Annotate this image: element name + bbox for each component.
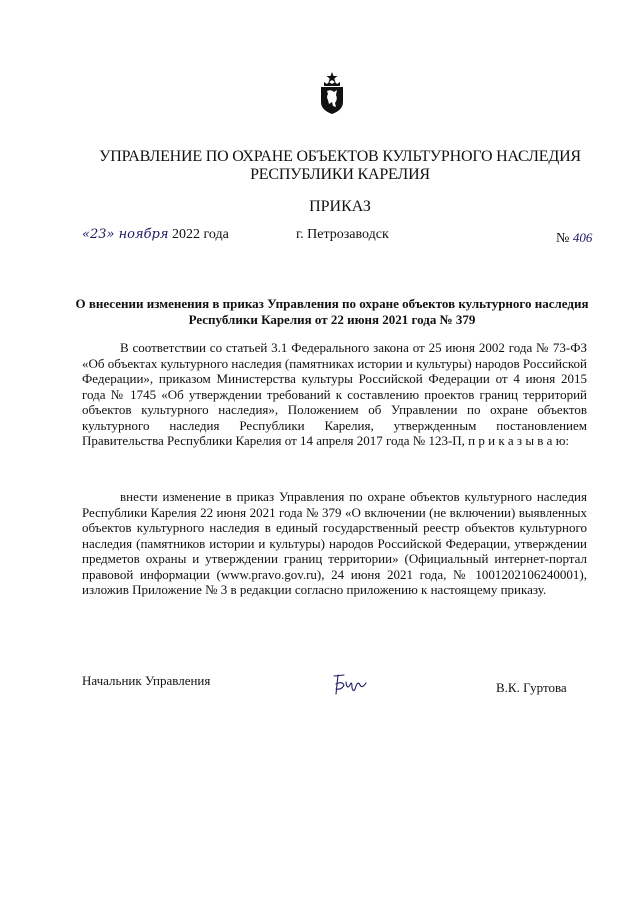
date-year: 2022 года bbox=[171, 227, 229, 242]
handwritten-number: 406 bbox=[572, 230, 593, 245]
organization-name-line2: РЕСПУБЛИКИ КАРЕЛИЯ bbox=[250, 166, 430, 183]
body-paragraph-2: внести изменение в приказ Управления по охране объектов культурного наследия Республики Карелия 22 июня 2021 года № 379 «О включении (не включении) выявленных объектов культурного наследия в единый государственный реестр объектов культурного наследия (памятников истории и культуры) народов Российской Федерации, утверждении предметов охраны и утверждении границ территории» (Официальный интернет-портал правовой информации (www.pravo.gov.ru), 24 июня 2021 года, № 1001202106240001), изложив Приложение № 3 в редакции согласно приложению к настоящему приказу. bbox=[82, 489, 587, 597]
document-number bbox=[556, 230, 592, 247]
document-type: ПРИКАЗ bbox=[309, 198, 371, 215]
karelia-coat-of-arms-icon bbox=[318, 72, 346, 114]
signatory-name: В.К. Гуртова bbox=[496, 680, 567, 695]
handwritten-date: «23» ноября bbox=[82, 227, 169, 242]
signatory-position: Начальник Управления bbox=[82, 673, 211, 688]
document-title: О внесении изменения в приказ Управления по охране объектов культурного наследия Республики Карелия от 22 июня 2021 года № 379 bbox=[75, 296, 589, 327]
body-paragraph-1: В соответствии со статьей 3.1 Федерального закона от 25 июня 2002 года № 73-ФЗ «Об объектах культурного наследия (памятниках истории и культуры) народов Российской Федерации», приказом Министерства культуры Российской Федерации от 4 июня 2015 года № 1745 «Об утверждении требований к составлению проектов границ территорий объектов культурного наследия», Положением об Управлении по охране объектов культурного наследия Республики Карелия, утвержденным постановлением Правительства Республики Карелия от 14 апреля 2017 года № 123-П, п р и к а з ы в а ю: bbox=[82, 340, 587, 448]
document-date bbox=[82, 227, 229, 243]
document-city: г. Петрозаводск bbox=[296, 227, 389, 242]
handwritten-signature-icon bbox=[330, 672, 370, 698]
number-prefix: № bbox=[556, 231, 570, 246]
organization-name-line1: УПРАВЛЕНИЕ ПО ОХРАНЕ ОБЪЕКТОВ КУЛЬТУРНОГО НАСЛЕДИЯ bbox=[99, 148, 581, 165]
